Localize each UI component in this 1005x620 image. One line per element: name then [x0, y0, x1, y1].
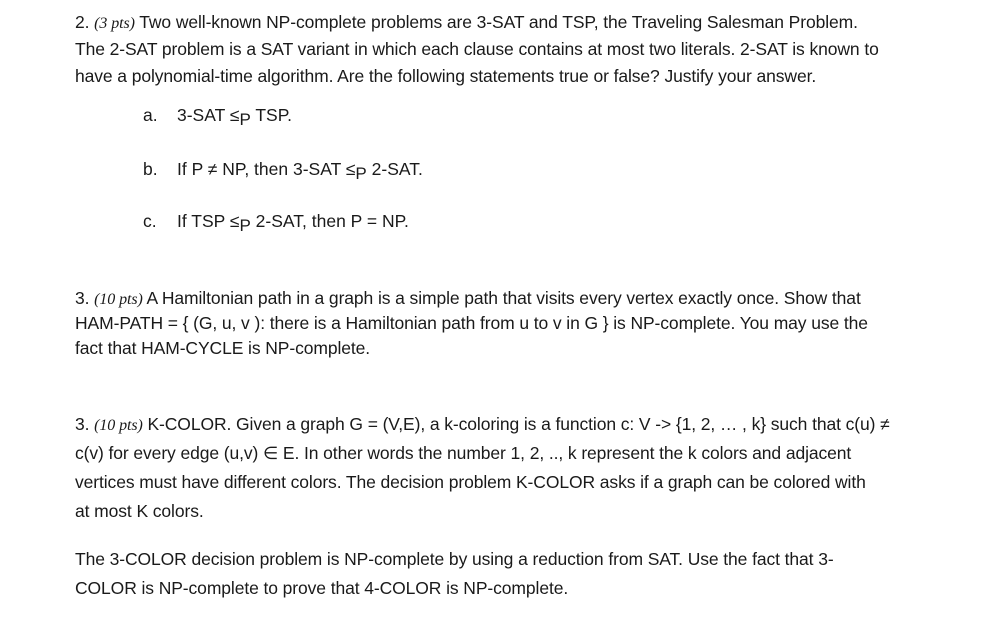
q3a-points: (10 pts) — [94, 291, 143, 308]
q2-item-c-sub: P — [239, 216, 251, 235]
q3b-text-1: K-COLOR. Given a graph G = (V,E), a k-coloring is a function c: V -> {1, 2, … , k} such that c(u) ≠ — [147, 414, 890, 434]
q2-item-b-text — [177, 158, 423, 185]
q2-item-c-post: 2-SAT, then P = NP. — [250, 211, 409, 231]
q2-line-3: have a polynomial-time algorithm. Are the following statements true or false? Justify your answer. — [75, 66, 817, 86]
q3a-line-2: HAM-PATH = { (G, u, v ): there is a Hamiltonian path from u to v in G } is NP-complete. You may use the — [75, 313, 868, 333]
q3b-number: 3. — [75, 414, 90, 434]
q3b-points: (10 pts) — [94, 417, 143, 434]
q3b-para2-line-2: COLOR is NP-complete to prove that 4-COLOR is NP-complete. — [75, 578, 569, 598]
q2-text-1: Two well-known NP-complete problems are 3-SAT and TSP, the Traveling Salesman Problem. — [139, 12, 858, 32]
q3a-text-1: A Hamiltonian path in a graph is a simple path that visits every vertex exactly once. Show that — [146, 288, 861, 308]
q2-item-b-pre: If P ≠ NP, then 3-SAT ≤ — [177, 159, 356, 179]
q3b-line-3: vertices must have different colors. The decision problem K-COLOR asks if a graph can be colored with — [75, 472, 866, 492]
q2-item-c-pre: If TSP ≤ — [177, 211, 240, 231]
q3b-line-2: c(v) for every edge (u,v) ∈ E. In other words the number 1, 2, .., k represent the k colors and adjacent — [75, 443, 852, 463]
q2-item-c-letter: c. — [143, 211, 157, 231]
q3a-line-3: fact that HAM-CYCLE is NP-complete. — [75, 338, 371, 358]
q3b-line-4: at most K colors. — [75, 501, 204, 521]
q3b-line-1 — [75, 413, 890, 437]
q2-points: (3 pts) — [94, 15, 135, 32]
q2-item-a-text — [177, 104, 292, 131]
q3a-number: 3. — [75, 288, 90, 308]
q2-number: 2. — [75, 12, 90, 32]
q2-item-a-letter: a. — [143, 105, 158, 125]
q3b-para2-line-1: The 3-COLOR decision problem is NP-complete by using a reduction from SAT. Use the fact that 3- — [75, 549, 834, 569]
q2-item-b-sub: P — [355, 164, 367, 183]
q2-item-a-sub: P — [239, 110, 251, 129]
q3a-line-1 — [75, 287, 861, 311]
q2-item-b-letter: b. — [143, 159, 158, 179]
q2-line-2: The 2-SAT problem is a SAT variant in which each clause contains at most two literals. 2-SAT is known to — [75, 39, 879, 59]
q2-item-a-post: TSP. — [250, 105, 292, 125]
q2-item-b-post: 2-SAT. — [366, 159, 423, 179]
q2-line-1 — [75, 11, 858, 35]
q2-item-c-text — [177, 210, 409, 237]
q2-item-a-pre: 3-SAT ≤ — [177, 105, 240, 125]
